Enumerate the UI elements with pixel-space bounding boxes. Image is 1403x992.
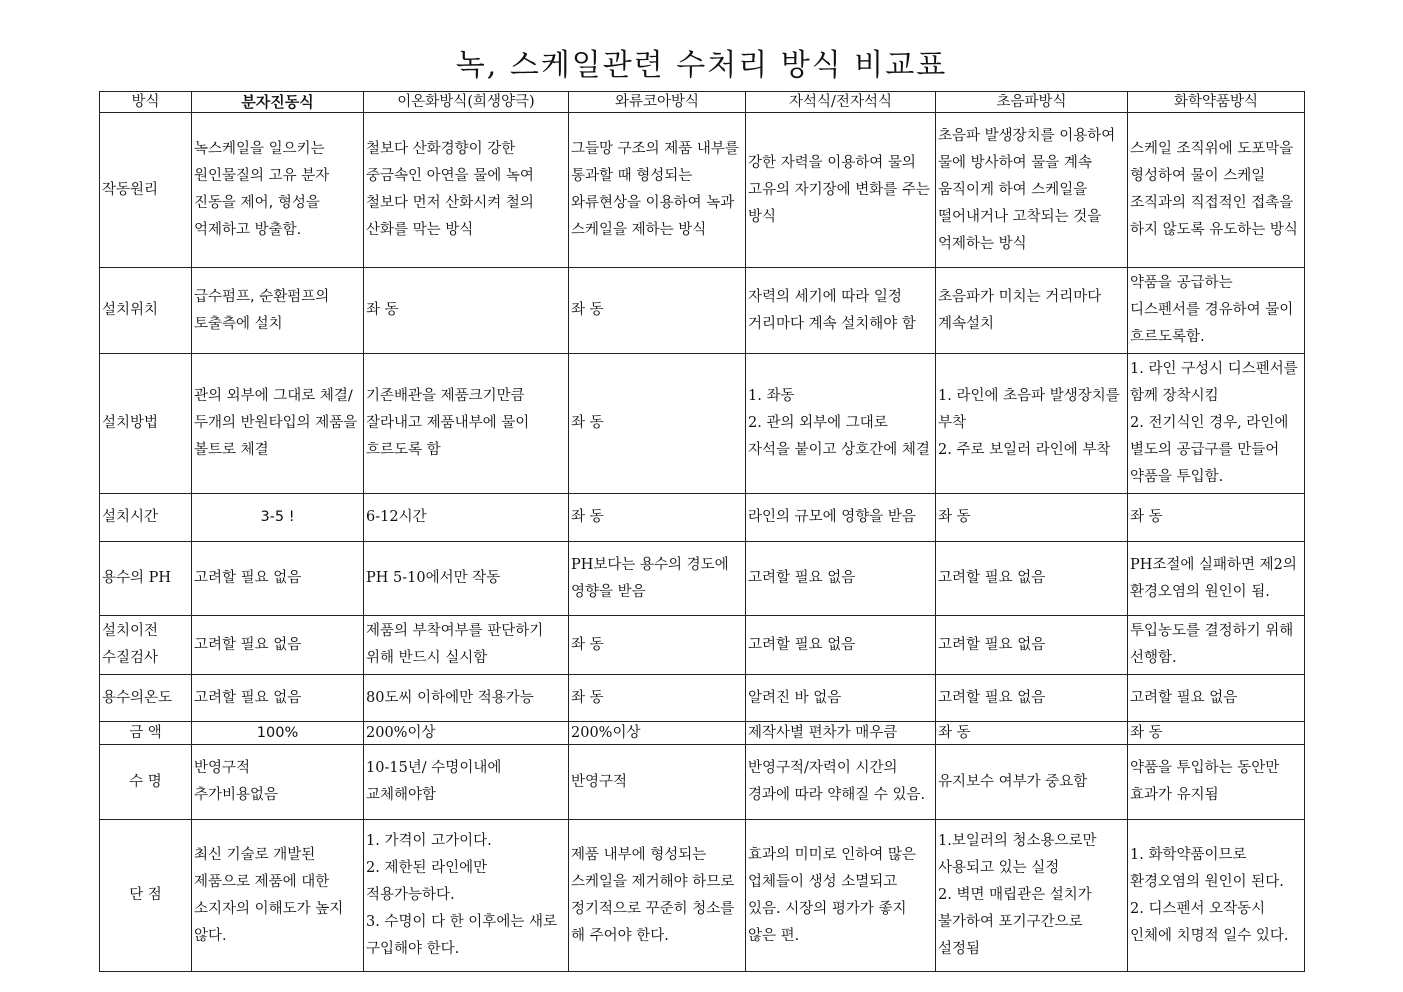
table-cell xyxy=(936,820,1128,972)
cell-line: 추가비용없음 xyxy=(194,787,279,803)
cell-line: 1.보일러의 청소용으로만 사용되고 있는 실정 xyxy=(938,833,1097,876)
table-cell: 고려할 필요 없음 xyxy=(192,616,364,675)
table-cell xyxy=(1128,820,1305,972)
row-label: 설치위치 xyxy=(100,268,192,354)
table-cell: 100% xyxy=(192,722,364,745)
row-label: 설치방법 xyxy=(100,354,192,494)
cell-line: 1. 화학약품이므로 환경오염의 원인이 된다. xyxy=(1130,846,1284,890)
row-label: 수 명 xyxy=(100,745,192,820)
cell-line: 1. 가격이 고가이다. xyxy=(366,833,492,849)
table-cell: 고려할 필요 없음 xyxy=(746,616,936,675)
cell-line: 2. 벽면 매립관은 설치가 불가하여 포기구간으로 설정됨 xyxy=(938,887,1092,957)
comparison-table xyxy=(99,91,1305,972)
cell-line: 2. 주로 보일러 라인에 부착 xyxy=(938,442,1111,458)
row-label: 단 점 xyxy=(100,820,192,972)
table-cell xyxy=(746,354,936,494)
table-cell: 그들망 구조의 제품 내부를 통과할 때 형성되는 와류현상을 이용하여 녹과 스케일을 제하는 방식 xyxy=(569,113,746,268)
column-header-ionization: 이온화방식(희생양극) xyxy=(364,92,569,113)
table-row xyxy=(100,745,1305,820)
column-header-ultrasonic: 초음파방식 xyxy=(936,92,1128,113)
table-cell: 기존배관을 제품크기만큼 잘라내고 제품내부에 물이 흐르도록 함 xyxy=(364,354,569,494)
table-row xyxy=(100,616,1305,675)
table-cell: 좌 동 xyxy=(569,354,746,494)
cell-line: 1. 라인에 초음파 발생장치를 부착 xyxy=(938,388,1120,431)
table-cell: 6-12시간 xyxy=(364,494,569,542)
table-cell: 녹스케일을 일으키는 원인물질의 고유 분자 진동을 제어, 형성을 억제하고 방출함. xyxy=(192,113,364,268)
row-label: 용수의 PH xyxy=(100,542,192,616)
cell-line: 2. 전기식인 경우, 라인에 별도의 공급구를 만들어 약품을 투입함. xyxy=(1130,415,1289,485)
table-cell: 알려진 바 없음 xyxy=(746,675,936,722)
table-cell: 고려할 필요 없음 xyxy=(936,675,1128,722)
table-row xyxy=(100,354,1305,494)
table-cell: 초음파 발생장치를 이용하여 물에 방사하여 물을 계속 움직이게 하여 스케일을 떨어내거나 고착되는 것을 억제하는 방식 xyxy=(936,113,1128,268)
table-cell: 고려할 필요 없음 xyxy=(746,542,936,616)
column-header-method: 방식 xyxy=(100,92,192,113)
table-cell: 좌 동 xyxy=(936,722,1128,745)
row-label: 작동원리 xyxy=(100,113,192,268)
table-row xyxy=(100,268,1305,354)
table-cell: 스케일 조직위에 도포막을 형성하여 물이 스케일 조직과의 직접적인 접촉을 하지 않도록 유도하는 방식 xyxy=(1128,113,1305,268)
table-cell: 좌 동 xyxy=(936,494,1128,542)
table-cell: 좌 동 xyxy=(364,268,569,354)
table-cell: 3-5 ! xyxy=(192,494,364,542)
row-label: 금 액 xyxy=(100,722,192,745)
cell-line: 2. 관의 외부에 그대로 자석을 붙이고 상호간에 체결 xyxy=(748,415,930,458)
cell-line: 3. 수명이 다 한 이후에는 새로 구입해야 한다. xyxy=(366,914,557,957)
table-cell: 자력의 세기에 따라 일정 거리마다 계속 설치해야 함 xyxy=(746,268,936,354)
column-header-magnetic: 자석식/전자석식 xyxy=(746,92,936,113)
cell-line: 2. 제한된 라인에만 적용가능하다. xyxy=(366,860,488,903)
table-cell: 강한 자력을 이용하여 물의 고유의 자기장에 변화를 주는 방식 xyxy=(746,113,936,268)
table-cell: 약품을 투입하는 동안만 효과가 유지됨 xyxy=(1128,745,1305,820)
table-cell: 좌 동 xyxy=(569,268,746,354)
table-cell: 유지보수 여부가 중요함 xyxy=(936,745,1128,820)
cell-line: 1. 라인 구성시 디스펜서를 함께 장착시킴 xyxy=(1130,361,1298,404)
table-cell: 80도씨 이하에만 적용가능 xyxy=(364,675,569,722)
column-header-chemical: 화학약품방식 xyxy=(1128,92,1305,113)
table-cell: 좌 동 xyxy=(1128,494,1305,542)
table-cell xyxy=(364,820,569,972)
table-cell: 10-15년/ 수명이내에 교체해야함 xyxy=(364,745,569,820)
table-cell: 고려할 필요 없음 xyxy=(936,616,1128,675)
table-cell: 반영구적 xyxy=(569,745,746,820)
cell-line: 1. 좌동 xyxy=(748,388,795,404)
table-cell: PH 5-10에서만 작동 xyxy=(364,542,569,616)
table-cell: 좌 동 xyxy=(569,494,746,542)
table-row xyxy=(100,820,1305,972)
table-cell: 제작사별 편차가 매우큼 xyxy=(746,722,936,745)
table-cell: 철보다 산화경향이 강한 중금속인 아연을 물에 녹여 철보다 먼저 산화시켜 철의 산화를 막는 방식 xyxy=(364,113,569,268)
table-cell: 반영구적/자력이 시간의 경과에 따라 약해질 수 있음. xyxy=(746,745,936,820)
table-cell: 제품 내부에 형성되는 스케일을 제거해야 하므로 정기적으로 꾸준히 청소를 해 주어야 한다. xyxy=(569,820,746,972)
table-cell: PH보다는 용수의 경도에 영향을 받음 xyxy=(569,542,746,616)
table-cell: 고려할 필요 없음 xyxy=(192,542,364,616)
table-cell: 라인의 규모에 영향을 받음 xyxy=(746,494,936,542)
table-cell: 200%이상 xyxy=(569,722,746,745)
row-label: 설치이전 수질검사 xyxy=(100,616,192,675)
table-cell: 약품을 공급하는 디스펜서를 경유하여 물이 흐르도록함. xyxy=(1128,268,1305,354)
table-row xyxy=(100,675,1305,722)
table-cell: PH조절에 실패하면 제2의 환경오염의 원인이 됨. xyxy=(1128,542,1305,616)
table-cell xyxy=(192,745,364,820)
table-cell: 제품의 부착여부를 판단하기 위해 반드시 실시함 xyxy=(364,616,569,675)
cell-line: 반영구적 xyxy=(194,760,251,776)
table-cell: 좌 동 xyxy=(1128,722,1305,745)
header-row xyxy=(100,92,1305,113)
table-cell: 투입농도를 결정하기 위해 선행함. xyxy=(1128,616,1305,675)
table-cell: 관의 외부에 그대로 체결/ 두개의 반원타입의 제품을 볼트로 체결 xyxy=(192,354,364,494)
cell-line: 2. 디스펜서 오작동시 인체에 치명적 일수 있다. xyxy=(1130,900,1289,944)
table-row xyxy=(100,494,1305,542)
column-header-molecular-vibration: 분자진동식 xyxy=(192,92,364,113)
table-cell: 200%이상 xyxy=(364,722,569,745)
table-cell xyxy=(1128,354,1305,494)
table-row xyxy=(100,542,1305,616)
page-title: 녹, 스케일관련 수처리 방식 비교표 xyxy=(455,48,948,83)
table-row xyxy=(100,113,1305,268)
table-cell: 최신 기술로 개발된 제품으로 제품에 대한 소지자의 이해도가 높지 않다. xyxy=(192,820,364,972)
table-cell: 초음파가 미치는 거리마다 계속설치 xyxy=(936,268,1128,354)
table-row xyxy=(100,722,1305,745)
table-cell: 급수펌프, 순환펌프의 토출측에 설치 xyxy=(192,268,364,354)
row-label: 설치시간 xyxy=(100,494,192,542)
table-cell: 효과의 미미로 인하여 많은 업체들이 생성 소멸되고 있음. 시장의 평가가 좋지 않은 편. xyxy=(746,820,936,972)
table-cell: 고려할 필요 없음 xyxy=(192,675,364,722)
table-cell: 좌 동 xyxy=(569,616,746,675)
table-cell: 고려할 필요 없음 xyxy=(936,542,1128,616)
table-cell: 좌 동 xyxy=(569,675,746,722)
row-label: 용수의온도 xyxy=(100,675,192,722)
table-cell xyxy=(936,354,1128,494)
column-header-vortex-core: 와류코아방식 xyxy=(569,92,746,113)
table-cell: 고려할 필요 없음 xyxy=(1128,675,1305,722)
